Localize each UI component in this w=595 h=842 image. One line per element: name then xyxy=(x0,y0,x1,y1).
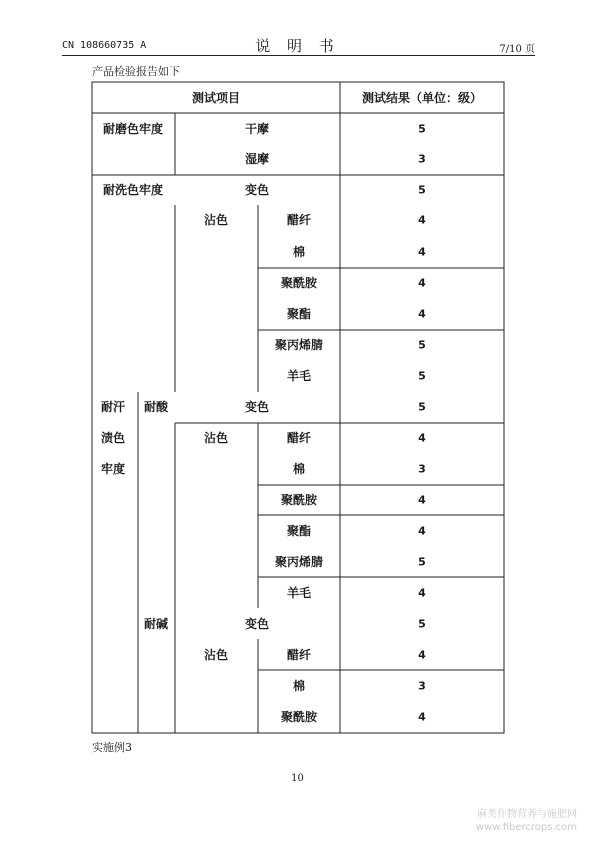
item-label: 湿摩 xyxy=(244,152,270,166)
item-label: 羊毛 xyxy=(286,586,312,600)
item-label: 干摩 xyxy=(244,122,270,136)
watermark-line: 麻类作物营养与施肥网 xyxy=(477,809,577,820)
result-value: 5 xyxy=(418,122,426,136)
item-label: 变色 xyxy=(244,183,270,197)
item-label: 聚酰胺 xyxy=(280,493,318,507)
result-value: 5 xyxy=(418,338,426,352)
group-label: 耐磨色牢度 xyxy=(102,122,164,136)
item-label: 聚丙烯腈 xyxy=(274,555,324,569)
column-header-result: 测试结果（单位：级） xyxy=(361,91,483,105)
result-value: 4 xyxy=(418,431,426,445)
result-value: 4 xyxy=(418,524,426,538)
item-label: 变色 xyxy=(244,400,270,414)
group-label: 耐洗色牢度 xyxy=(102,183,164,197)
result-value: 4 xyxy=(418,710,426,724)
result-value: 5 xyxy=(418,183,426,197)
item-label: 棉 xyxy=(292,679,306,693)
group-label-line: 牢度 xyxy=(100,462,126,476)
subcategory-label: 沾色 xyxy=(203,213,229,227)
subcategory-label: 沾色 xyxy=(203,648,229,662)
item-label: 聚酰胺 xyxy=(280,276,318,290)
page-indicator: 7/10 页 xyxy=(499,44,535,55)
result-value: 5 xyxy=(418,617,426,631)
result-value: 4 xyxy=(418,245,426,259)
page-number: 10 xyxy=(291,773,304,784)
watermark-line: www.fibercrops.com xyxy=(475,822,577,833)
column-header-test-item: 测试项目 xyxy=(191,91,241,105)
result-value: 4 xyxy=(418,276,426,290)
result-value: 3 xyxy=(418,679,426,693)
document-title: 说 明 书 xyxy=(255,37,340,55)
section-heading: 实施例3 xyxy=(92,741,132,754)
result-value: 5 xyxy=(418,555,426,569)
result-value: 3 xyxy=(418,152,426,166)
item-label: 棉 xyxy=(292,245,306,259)
item-label: 聚酰胺 xyxy=(280,710,318,724)
item-label: 棉 xyxy=(292,462,306,476)
subgroup-label: 耐碱 xyxy=(143,617,169,631)
item-label: 醋纤 xyxy=(286,431,312,445)
result-value: 4 xyxy=(418,213,426,227)
result-value: 4 xyxy=(418,493,426,507)
result-value: 4 xyxy=(418,648,426,662)
item-label: 醋纤 xyxy=(286,213,312,227)
item-label: 聚酯 xyxy=(286,524,312,538)
intro-text: 产品检验报告如下 xyxy=(92,65,180,78)
item-label: 聚酯 xyxy=(286,307,312,321)
item-label: 变色 xyxy=(244,617,270,631)
group-label-line: 渍色 xyxy=(100,431,126,445)
watermark xyxy=(476,808,577,834)
result-value: 3 xyxy=(418,462,426,476)
item-label: 羊毛 xyxy=(286,369,312,383)
result-value: 5 xyxy=(418,400,426,414)
result-value: 4 xyxy=(418,586,426,600)
subgroup-label: 耐酸 xyxy=(143,400,169,414)
item-label: 醋纤 xyxy=(286,648,312,662)
subcategory-label: 沾色 xyxy=(203,431,229,445)
patent-number: CN 108660735 A xyxy=(62,40,147,51)
group-label-line: 耐汗 xyxy=(100,400,126,414)
result-value: 5 xyxy=(418,369,426,383)
result-value: 4 xyxy=(418,307,426,321)
item-label: 聚丙烯腈 xyxy=(274,338,324,352)
